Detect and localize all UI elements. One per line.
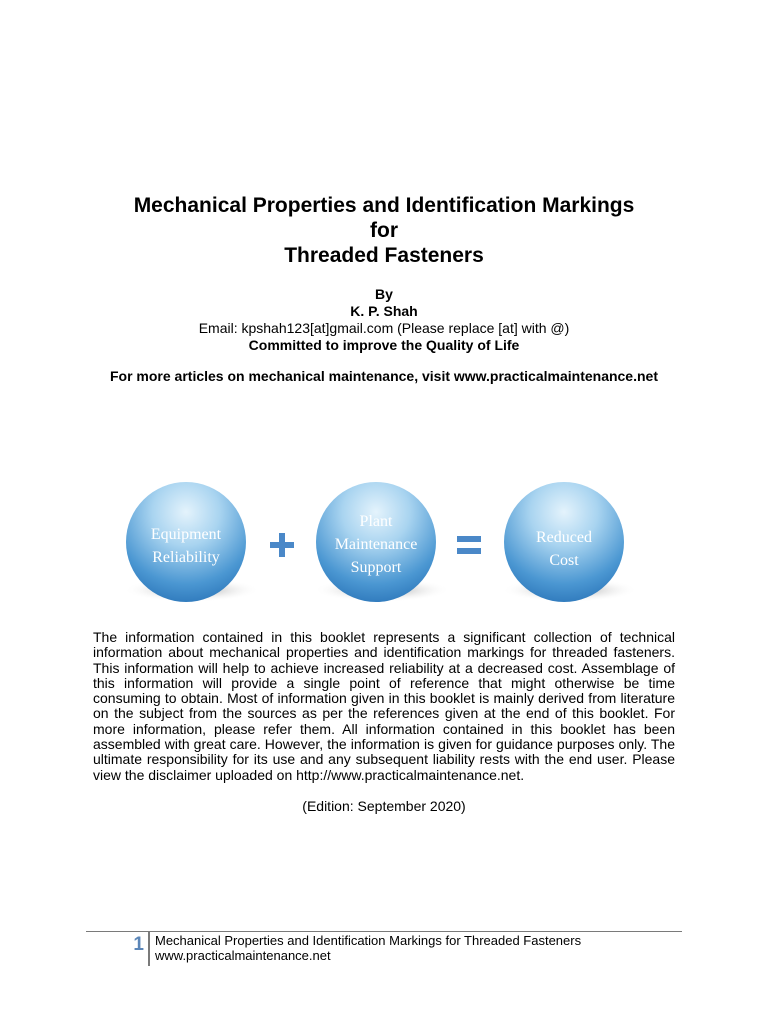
circle2-line1: Plant (359, 513, 393, 530)
title-line-1: Mechanical Properties and Identification Markings (133, 194, 635, 217)
footer-title: Mechanical Properties and Identification Markings for Threaded Fasteners (155, 933, 582, 948)
circle2-line2: Maintenance (334, 536, 418, 553)
reduced-cost-circle (502, 482, 638, 602)
author-email: Email: kpshah123[at]gmail.com (Please replace [at] with @) (198, 320, 570, 336)
title-line-3: Threaded Fasteners (284, 244, 484, 267)
circle3-line2: Cost (549, 552, 579, 569)
footer-text (155, 933, 581, 963)
motto: Committed to improve the Quality of Life (248, 337, 520, 353)
circle1-line1: Equipment (150, 526, 222, 543)
more-articles-note: For more articles on mechanical maintenance, visit www.practicalmaintenance.net (109, 368, 658, 384)
circle3-line1: Reduced (536, 529, 592, 546)
equipment-reliability-circle (124, 482, 260, 602)
title-line-2: for (370, 219, 398, 242)
plant-maintenance-support-circle (314, 482, 450, 602)
page-number: 1 (133, 934, 144, 955)
footer-separator (148, 932, 150, 966)
circle2-line3: Support (350, 559, 402, 576)
by-label: By (375, 286, 393, 302)
plus-icon (270, 533, 294, 557)
equals-icon (457, 536, 481, 554)
document-title (0, 193, 768, 268)
edition-note: (Edition: September 2020) (302, 798, 466, 814)
circle1-line2: Reliability (152, 549, 220, 566)
byline (0, 286, 768, 354)
footer-divider (86, 931, 682, 932)
footer-website: www.practicalmaintenance.net (155, 948, 331, 963)
author-name: K. P. Shah (350, 303, 418, 319)
intro-paragraph: The information contained in this booklet represents a significant collection of technical information about mechanical properties and identification markings for threaded fasteners. This information will help to achieve increased reliability at a decreased cost. Assemblage of this information will provide a single point of reference that might otherwise be time consuming to obtain. Most of information given in this booklet is mainly derived from literature on the subject from the sources as per the references given at the end of this booklet. For more information, please refer them. All information contained in this booklet has been assembled with great care. However, the information is given for guidance purposes only. The ultimate responsibility for its use and any subsequent liability rests with the end user. Please view the disclaimer uploaded on http://www.practicalmaintenance.net. (93, 629, 675, 783)
reliability-equation-graphic (110, 472, 660, 612)
